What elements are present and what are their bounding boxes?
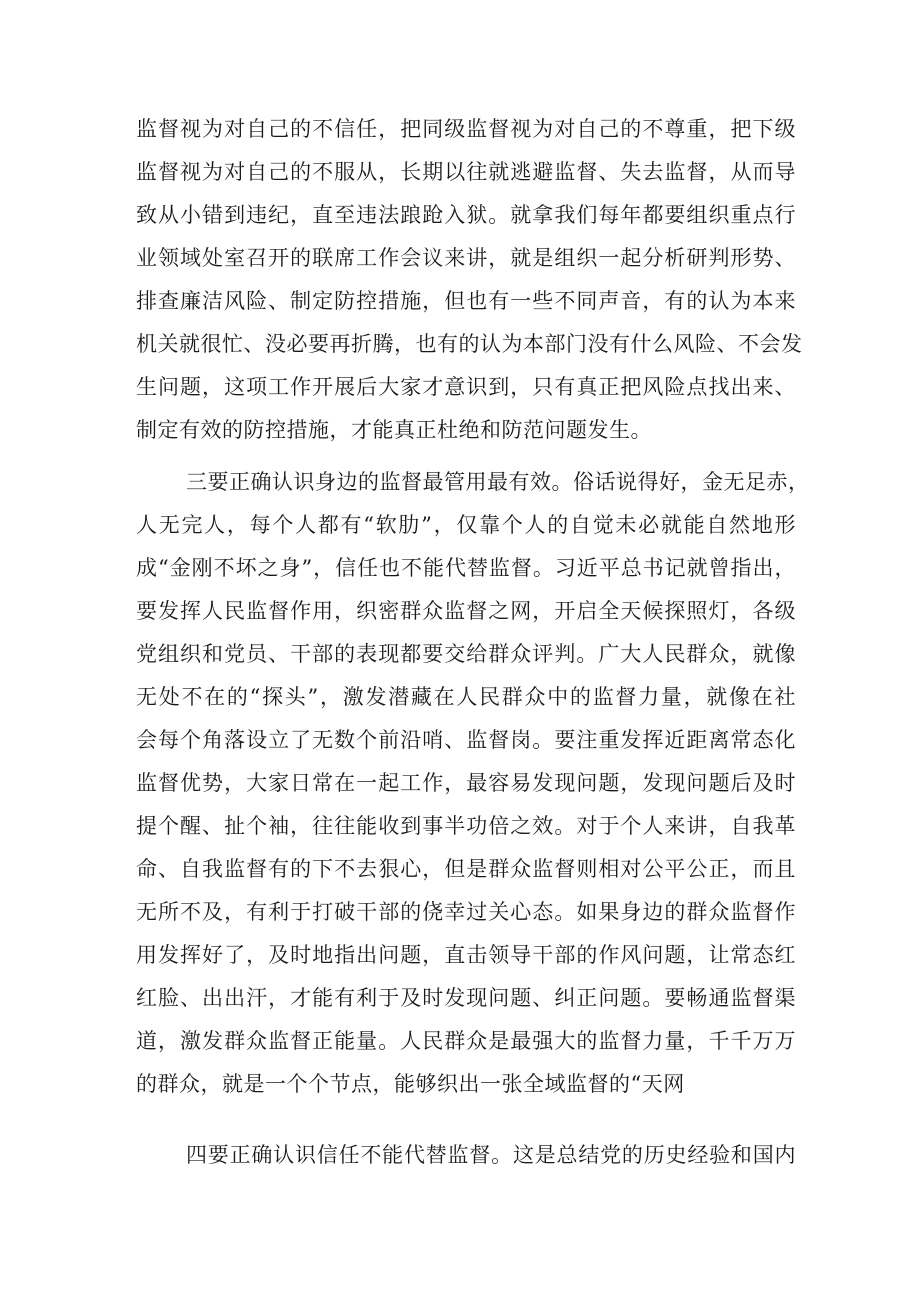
text-line: 监督优势，大家日常在一起工作，最容易发现问题，发现问题后及时 <box>136 771 796 795</box>
text-line: 人无完人，每个人都有“软肋”，仅靠个人的自觉未必就能自然地形 <box>136 513 796 537</box>
text-line: 机关就很忙、没必要再折腾，也有的认为本部门没有什么风险、不会发 <box>136 332 803 356</box>
text-line: 会每个角落设立了无数个前沿哨、监督岗。要注重发挥近距离常态化 <box>136 728 796 752</box>
text-line: 制定有效的防控措施，才能真正杜绝和防范问题发生。 <box>136 418 652 442</box>
text-line: 无所不及，有利于打破干部的侥幸过关心态。如果身边的群众监督作 <box>136 900 796 924</box>
text-line: 要发挥人民监督作用，织密群众监督之网，开启全天候探照灯，各级 <box>136 599 796 623</box>
text-line: 用发挥好了，及时地指出问题，直击领导干部的作风问题，让常态红 <box>136 943 796 967</box>
text-line: 四要正确认识信任不能代替监督。这是总结党的历史经验和国内 <box>186 1143 796 1167</box>
text-line: 提个醒、扯个袖，往往能收到事半功倍之效。对于个人来讲，自我革 <box>136 814 796 838</box>
text-line: 命、自我监督有的下不去狠心，但是群众监督则相对公平公正，而且 <box>136 857 796 881</box>
text-line: 成“金刚不坏之身”，信任也不能代替监督。习近平总书记就曾指出， <box>136 556 796 580</box>
text-line: 生问题，这项工作开展后大家才意识到，只有真正把风险点找出来、 <box>136 375 796 399</box>
text-line: 业领域处室召开的联席工作会议来讲，就是组织一起分析研判形势、 <box>136 246 796 270</box>
text-line: 排查廉洁风险、制定防控措施，但也有一些不同声音，有的认为本来 <box>136 289 796 313</box>
text-line: 无处不在的“探头”，激发潜藏在人民群众中的监督力量，就像在社 <box>136 685 796 709</box>
text-line: 红脸、出出汗，才能有利于及时发现问题、纠正问题。要畅通监督渠 <box>136 986 796 1010</box>
text-line: 监督视为对自己的不服从，长期以往就逃避监督、失去监督，从而导 <box>136 160 796 184</box>
text-line: 监督视为对自己的不信任，把同级监督视为对自己的不尊重，把下级 <box>136 117 796 141</box>
text-line: 三要正确认识身边的监督最管用最有效。俗话说得好，金无足赤， <box>186 470 810 494</box>
text-line: 道，激发群众监督正能量。人民群众是最强大的监督力量，千千万万 <box>136 1029 796 1053</box>
text-line: 党组织和党员、干部的表现都要交给群众评判。广大人民群众，就像 <box>136 642 796 666</box>
text-line: 的群众，就是一个个节点，能够织出一张全域监督的“天网 <box>136 1072 685 1096</box>
text-line: 致从小错到违纪，直至违法踉跄入狱。就拿我们每年都要组织重点行 <box>136 203 796 227</box>
